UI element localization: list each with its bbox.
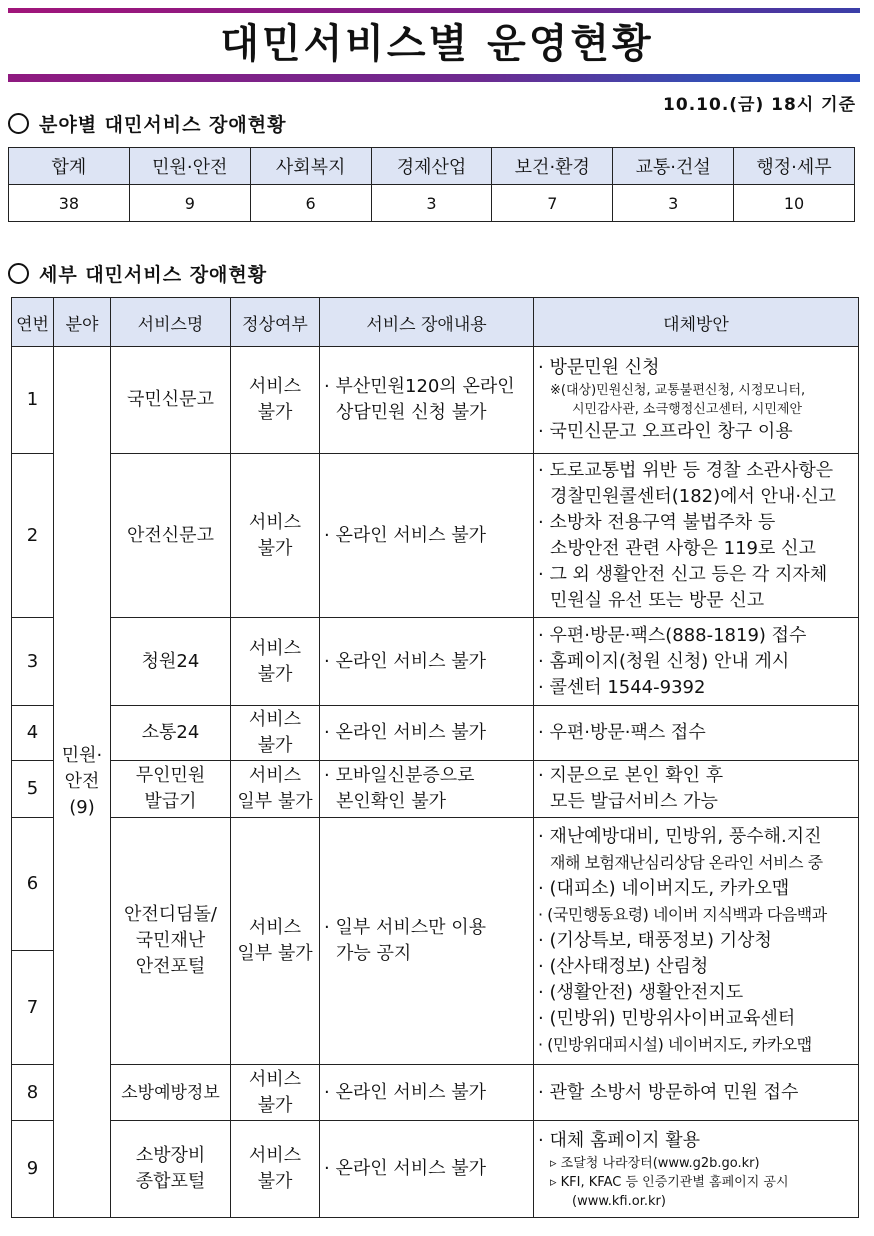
service-status <box>231 1121 320 1218</box>
status-line: 일부 불가 <box>237 791 313 812</box>
detail-header-cell: 정상여부 <box>231 298 320 347</box>
detail-heading-text: 세부 대민서비스 장애현황 <box>39 264 268 286</box>
alt-line: · 홈페이지(청원 신청) 안내 게시 <box>538 650 790 672</box>
detail-header-cell: 대체방안 <box>534 298 859 347</box>
alt-line: · 재난예방대비, 민방위, 풍수해.지진 <box>538 826 822 847</box>
alternative-plan <box>534 1065 859 1121</box>
alt-line: · 우편·방문·팩스(888-1819) 접수 <box>538 624 807 646</box>
service-status <box>231 818 320 1065</box>
desc-line: · 온라인 서비스 불가 <box>324 524 486 546</box>
basis-date: 10.10.(금) 18시 기준 <box>663 95 856 115</box>
service-status <box>231 706 320 761</box>
field-text: 민원· <box>61 745 103 766</box>
desc-line: 본인확인 불가 <box>336 791 447 812</box>
service-name-line: 종합포털 <box>135 1171 206 1192</box>
field-text: (9) <box>69 797 95 818</box>
row-number: 9 <box>12 1121 54 1218</box>
summary-heading-text: 분야별 대민서비스 장애현황 <box>39 114 287 136</box>
alternative-plan <box>534 618 859 706</box>
failure-description <box>320 1121 534 1218</box>
alt-note-line: ※(대상)민원신청, 교통불편신청, 시정모니터, <box>550 383 806 398</box>
alt-line: 경찰민원콜센터(182)에서 안내·신고 <box>550 485 836 507</box>
status-line: 불가 <box>257 537 293 559</box>
alt-line: · (민방위대피시설) 네이버지도, 카카오맵 <box>538 1035 812 1054</box>
detail-heading <box>8 260 267 287</box>
alt-note-line: ▹ 조달청 나라장터(www.g2b.go.kr) <box>550 1155 760 1171</box>
circle-bullet-icon <box>8 263 29 284</box>
service-status <box>231 1065 320 1121</box>
detail-header-row <box>12 298 859 347</box>
desc-line: · 부산민원120의 온라인 <box>324 376 515 397</box>
summary-value-cell: 3 <box>371 185 492 222</box>
field-cell <box>54 347 111 1218</box>
summary-header-cell: 교통·건설 <box>613 148 734 185</box>
alt-line: 모든 발급서비스 가능 <box>550 791 718 812</box>
status-line: 서비스 <box>248 765 302 786</box>
alt-line: · (기상특보, 태풍정보) 기상청 <box>538 930 772 951</box>
title-top-bar <box>8 8 860 13</box>
service-status <box>231 761 320 818</box>
service-name <box>111 1065 231 1121</box>
summary-value-cell: 38 <box>9 185 130 222</box>
alternative-plan <box>534 454 859 618</box>
summary-value-cell: 9 <box>129 185 250 222</box>
desc-line: 상담민원 신청 불가 <box>336 402 487 423</box>
detail-header-cell: 연번 <box>12 298 54 347</box>
desc-line: · 온라인 서비스 불가 <box>324 1158 486 1179</box>
service-status <box>231 618 320 706</box>
service-name-line: 발급기 <box>144 791 197 812</box>
failure-description <box>320 818 534 1065</box>
summary-table <box>8 147 855 222</box>
alt-line: 재해 보험재난심리상담 온라인 서비스 중 <box>550 853 823 872</box>
summary-header-cell: 경제산업 <box>371 148 492 185</box>
row-number: 8 <box>12 1065 54 1121</box>
service-status <box>231 347 320 454</box>
alt-line: · 그 외 생활안전 신고 등은 각 지자체 <box>538 563 828 585</box>
table-row <box>12 347 859 454</box>
alt-line: · (생활안전) 생활안전지도 <box>538 982 744 1003</box>
service-name-line: 소통24 <box>141 722 200 743</box>
failure-description <box>320 706 534 761</box>
alt-line: · 방문민원 신청 <box>538 357 660 378</box>
status-line: 불가 <box>257 402 293 423</box>
table-row <box>12 618 859 706</box>
alt-note-line: (www.kfi.or.kr) <box>572 1193 666 1209</box>
status-line: 서비스 <box>248 637 302 659</box>
service-name <box>111 818 231 1065</box>
service-name-line: 소방장비 <box>135 1145 206 1166</box>
table-row <box>12 1065 859 1121</box>
alt-line: · 대체 홈페이지 활용 <box>538 1129 700 1151</box>
alt-note-line: ▹ KFI, KFAC 등 인증기관별 홈페이지 공시 <box>550 1174 789 1190</box>
alternative-plan <box>534 818 859 1065</box>
title-bottom-bar <box>8 74 860 82</box>
row-number: 3 <box>12 618 54 706</box>
detail-table <box>11 297 859 1218</box>
row-number: 7 <box>12 951 54 1065</box>
desc-line: · 온라인 서비스 불가 <box>324 1081 486 1103</box>
detail-header-cell: 분야 <box>54 298 111 347</box>
service-name-line: 무인민원 <box>135 765 206 786</box>
service-name-line: 안전신문고 <box>127 524 214 546</box>
service-name <box>111 1121 231 1218</box>
summary-heading <box>8 110 286 137</box>
alt-line: · (산사태정보) 산림청 <box>538 956 709 977</box>
desc-line: · 모바일신분증으로 <box>324 765 475 786</box>
row-number: 6 <box>12 818 54 951</box>
summary-header-cell: 민원·안전 <box>129 148 250 185</box>
row-number: 1 <box>12 347 54 454</box>
service-name-line: 청원24 <box>141 650 200 672</box>
alt-line: 민원실 유선 또는 방문 신고 <box>550 589 765 611</box>
summary-value-cell: 7 <box>492 185 613 222</box>
circle-bullet-icon <box>8 113 29 134</box>
service-name-line: 안전디딤돌/ <box>123 904 217 925</box>
alt-line: · (국민행동요령) 네이버 지식백과 다음백과 <box>538 905 827 924</box>
desc-line: · 일부 서비스만 이용 <box>324 917 486 938</box>
alt-line: · (민방위) 민방위사이버교육센터 <box>538 1008 796 1029</box>
alt-line: · 국민신문고 오프라인 창구 이용 <box>538 421 793 442</box>
service-name-line: 국민신문고 <box>127 389 214 410</box>
service-name <box>111 454 231 618</box>
table-row <box>12 706 859 761</box>
status-line: 불가 <box>257 735 293 756</box>
service-name-line: 소방예방정보 <box>121 1082 220 1103</box>
detail-header-cell: 서비스 장애내용 <box>320 298 534 347</box>
status-line: 서비스 <box>248 376 302 397</box>
summary-header-cell: 행정·세무 <box>734 148 855 185</box>
desc-line: · 온라인 서비스 불가 <box>324 722 486 743</box>
row-number: 2 <box>12 454 54 618</box>
alternative-plan <box>534 706 859 761</box>
row-number: 5 <box>12 761 54 818</box>
service-name-line: 안전포털 <box>135 956 206 977</box>
summary-header-cell: 보건·환경 <box>492 148 613 185</box>
service-name <box>111 618 231 706</box>
summary-value-cell: 3 <box>613 185 734 222</box>
summary-header-cell: 사회복지 <box>250 148 371 185</box>
service-name <box>111 706 231 761</box>
status-line: 서비스 <box>248 1068 302 1090</box>
table-row <box>12 1121 859 1218</box>
detail-header-cell: 서비스명 <box>111 298 231 347</box>
summary-value-row <box>9 185 855 222</box>
table-row <box>12 818 859 951</box>
failure-description <box>320 454 534 618</box>
alt-line: · (대피소) 네이버지도, 카카오맵 <box>538 878 790 899</box>
desc-line: · 온라인 서비스 불가 <box>324 650 486 672</box>
service-name-line: 국민재난 <box>135 930 206 951</box>
status-line: 서비스 <box>248 511 302 533</box>
summary-value-cell: 6 <box>250 185 371 222</box>
summary-header-row <box>9 148 855 185</box>
alt-line: · 지문으로 본인 확인 후 <box>538 765 724 786</box>
failure-description <box>320 761 534 818</box>
service-name <box>111 347 231 454</box>
summary-value-cell: 10 <box>734 185 855 222</box>
service-name <box>111 761 231 818</box>
failure-description <box>320 1065 534 1121</box>
field-text: 안전 <box>64 771 100 792</box>
alternative-plan <box>534 1121 859 1218</box>
service-status <box>231 454 320 618</box>
status-line: 서비스 <box>248 1145 302 1166</box>
summary-header-cell: 합계 <box>9 148 130 185</box>
alt-line: · 관할 소방서 방문하여 민원 접수 <box>538 1081 799 1103</box>
alt-line: · 우편·방문·팩스 접수 <box>538 722 706 743</box>
status-line: 불가 <box>257 1094 293 1116</box>
status-line: 서비스 <box>248 917 302 938</box>
status-line: 서비스 <box>248 709 302 730</box>
table-row <box>12 454 859 618</box>
alt-line: 소방안전 관련 사항은 119로 신고 <box>550 537 816 559</box>
status-line: 불가 <box>257 663 293 685</box>
failure-description <box>320 618 534 706</box>
desc-line: 가능 공지 <box>336 943 412 964</box>
alternative-plan <box>534 347 859 454</box>
alt-line: · 콜센터 1544-9392 <box>538 676 706 698</box>
row-number: 4 <box>12 706 54 761</box>
alt-line: · 도로교통법 위반 등 경찰 소관사항은 <box>538 459 834 481</box>
failure-description <box>320 347 534 454</box>
alt-line: · 소방차 전용구역 불법주차 등 <box>538 511 776 533</box>
table-row <box>12 761 859 818</box>
page-title: 대민서비스별 운영현황 <box>220 21 654 67</box>
alt-note-line: 시민감사관, 소극행정신고센터, 시민제안 <box>572 402 803 417</box>
status-line: 불가 <box>257 1171 293 1192</box>
status-line: 일부 불가 <box>237 943 313 964</box>
alternative-plan <box>534 761 859 818</box>
